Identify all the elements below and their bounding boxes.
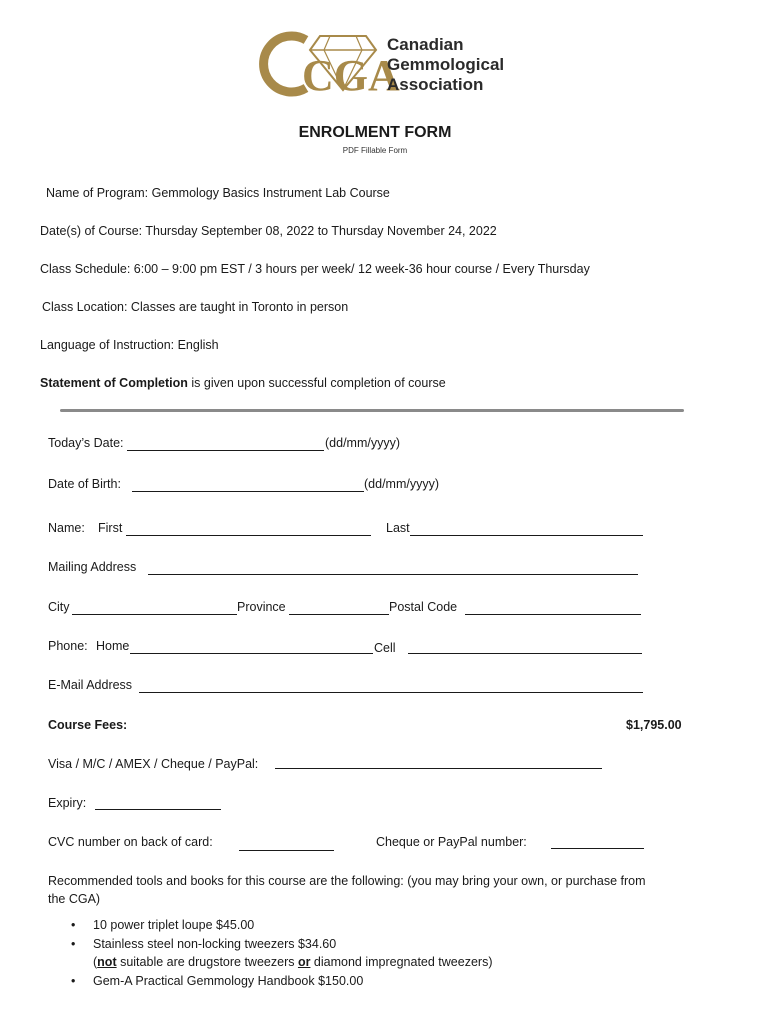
completion-label: Statement of Completion [40, 376, 188, 390]
home-phone-label: Home [96, 639, 130, 653]
cvc-field[interactable] [239, 850, 334, 851]
completion-text: is given upon successful completion of course [187, 376, 446, 390]
last-name-label: Last [386, 521, 410, 535]
page-title: ENROLMENT FORM [298, 124, 452, 141]
course-dates: Date(s) of Course: Thursday September 08, 2022 to Thursday November 24, 2022 [40, 224, 497, 238]
tweezers-note [93, 953, 493, 972]
cga-logo-mark [258, 28, 400, 100]
logo-initials: CGA [302, 51, 400, 100]
language-of-instruction: Language of Instruction: English [40, 338, 219, 352]
logo-org-line-1: Canadian [387, 35, 464, 54]
cheque-paypal-label: Cheque or PayPal number: [376, 835, 527, 849]
payment-method-label: Visa / M/C / AMEX / Cheque / PayPal: [48, 757, 259, 771]
payment-method-field[interactable] [275, 768, 602, 769]
class-location: Class Location: Classes are taught in Toronto in person [42, 300, 349, 314]
city-label: City [48, 600, 70, 614]
phone-label: Phone: [48, 639, 88, 653]
program-name: Name of Program: Gemmology Basics Instrument Lab Course [46, 186, 390, 200]
mailing-address-field[interactable] [148, 574, 638, 575]
postal-code-label: Postal Code [389, 600, 458, 614]
todays-date-format: (dd/mm/yyyy) [325, 436, 400, 450]
dob-format: (dd/mm/yyyy) [364, 477, 439, 491]
section-divider [60, 409, 684, 412]
list-item: • 10 power triplet loupe $45.00 [93, 916, 493, 935]
cell-phone-field[interactable] [408, 653, 642, 654]
list-item: • Stainless steel non-locking tweezers $34.60 [93, 935, 493, 954]
todays-date-label: Today’s Date: [48, 436, 124, 450]
note-mid: suitable are drugstore tweezers [116, 955, 298, 969]
last-name-field[interactable] [410, 535, 643, 536]
expiry-label: Expiry: [48, 796, 87, 810]
logo-org-line-3: Association [387, 75, 484, 94]
todays-date-field[interactable] [127, 450, 324, 451]
logo-org-line-2: Gemmological [387, 55, 505, 74]
note-or: or [297, 955, 311, 969]
home-phone-field[interactable] [130, 653, 373, 654]
tools-intro-line-2: the CGA) [48, 892, 101, 906]
cell-phone-label: Cell [374, 641, 396, 655]
first-name-label: First [98, 521, 123, 535]
city-field[interactable] [72, 614, 237, 615]
note-not: not [97, 955, 117, 969]
first-name-field[interactable] [126, 535, 371, 536]
email-label: E-Mail Address [48, 678, 133, 692]
tools-intro-line-1: Recommended tools and books for this course are the following: (you may bring your own, or purchase from [48, 874, 646, 888]
name-label: Name: [48, 521, 85, 535]
course-fees-label: Course Fees: [48, 718, 128, 732]
list-item: • Gem-A Practical Gemmology Handbook $150.00 [93, 972, 493, 991]
dob-label: Date of Birth: [48, 477, 121, 491]
tools-list [48, 916, 493, 990]
province-field[interactable] [289, 614, 389, 615]
province-label: Province [237, 600, 286, 614]
mailing-address-label: Mailing Address [48, 560, 137, 574]
statement-of-completion [40, 376, 446, 390]
logo-org-name [387, 35, 504, 95]
note-end: diamond impregnated tweezers) [310, 955, 493, 969]
email-field[interactable] [139, 692, 643, 693]
postal-code-field[interactable] [465, 614, 641, 615]
cheque-paypal-field[interactable] [551, 848, 644, 849]
class-schedule: Class Schedule: 6:00 – 9:00 pm EST / 3 hours per week/ 12 week-36 hour course / Every Thursday [40, 262, 590, 276]
cvc-label: CVC number on back of card: [48, 835, 213, 849]
note-open: ( [93, 955, 98, 969]
tools-intro [48, 872, 646, 908]
expiry-field[interactable] [95, 809, 221, 810]
page-subtitle: PDF Fillable Form [342, 146, 408, 155]
dob-field[interactable] [132, 491, 364, 492]
course-fees-value: $1,795.00 [626, 718, 682, 732]
